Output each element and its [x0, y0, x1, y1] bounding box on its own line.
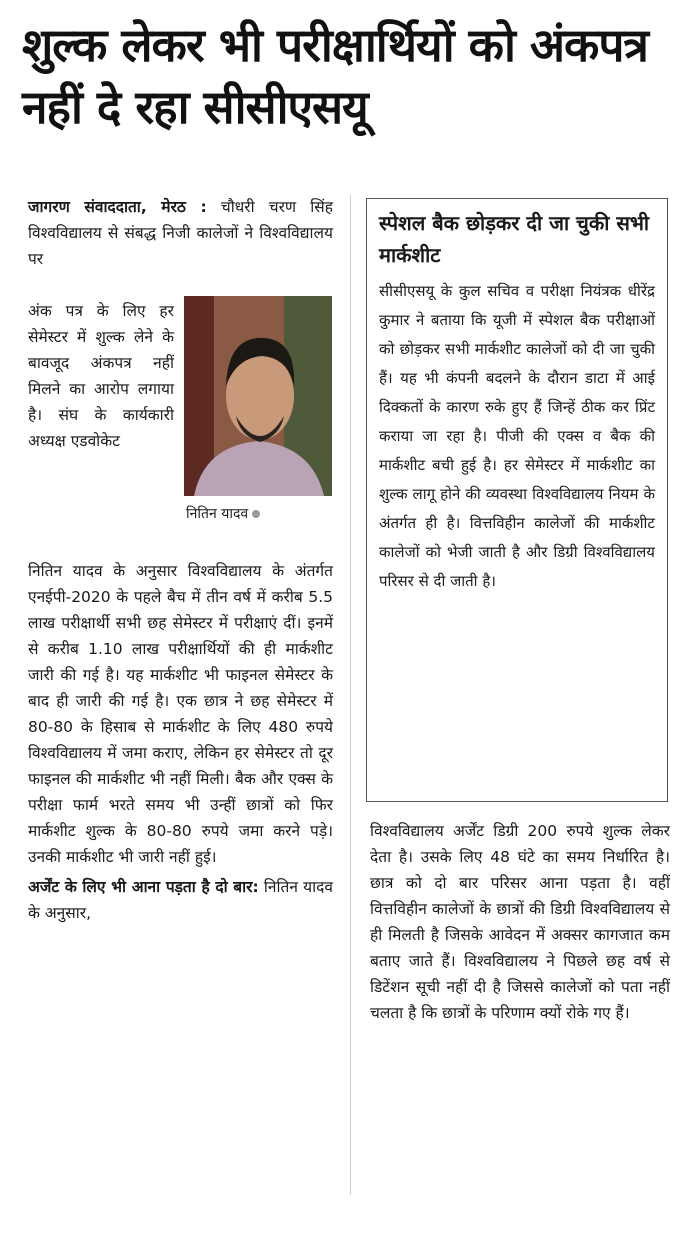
sidebar-body: सीसीएसयू के कुल सचिव व परीक्षा नियंत्रक धीरेंद्र कुमार ने बताया कि यूजी में स्पेशल बैक परीक्षाओं को छोड़कर सभी मार्कशीट कालेजों को दी जा चुकी हैं। यह भी कंपनी बदलने के दौरान डाटा में आई दिक्कतों के कारण रुके हुए हैं जिन्हें ठीक कर प्रिंट कराया जा रहा है। पीजी की एक्स व बैक की मार्कशीट बची हुई है। हर सेमेस्टर में मार्कशीट का शुल्क लागू होने की व्यवस्था विश्वविद्यालय नियम के अंतर्गत ही है। वित्तविहीन कालेजों की मार्कशीट कालेजों को भेजी जाती है और डिग्री विश्वविद्यालय परिसर से दी जाती है।: [379, 282, 655, 590]
column-divider: [350, 195, 351, 1195]
article-text-c: नितिन यादव के अनुसार विश्वविद्यालय के अंतर्गत एनईपी-2020 के पहले बैच में तीन वर्ष में करीब 5.5 लाख परीक्षार्थी सभी छह सेमेस्टर में परीक्षाएं दीं। इनमें से करीब 1.10 लाख परीक्षार्थियों की ही मार्कशीट जारी की गई है। यह मार्कशीट भी फाइनल सेमेस्टर के बाद ही जारी की गई है। एक छात्र ने छह सेमेस्टर में 80-80 के हिसाब से मार्कशीट के लिए 480 रुपये विश्वविद्यालय में जमा कराए, लेकिन हर सेमेस्टर तो दूर फाइनल की मार्कशीट भी नहीं मिली। बैक और एक्स के परीक्षा फार्म भरते समय भी उन्हीं छात्रों को फिर मार्कशीट शुल्क के 80-80 रुपये जमा करने पड़े। उनकी मार्कशीट भी जारी नहीं हुई।: [28, 562, 333, 866]
article-body: [28, 558, 333, 926]
caption-dot: [252, 510, 260, 518]
article-text-d: नितिन यादव के अनुसार,: [28, 878, 333, 922]
article-intro: [28, 194, 333, 272]
article-subsection: [28, 874, 333, 926]
subhead: अर्जेंट के लिए भी आना पड़ता है दो बार:: [28, 878, 259, 896]
portrait-photo: [184, 296, 332, 496]
article-text-a: चौधरी चरण सिंह विश्वविद्यालय से संबद्ध निजी कालेजों ने विश्वविद्यालय पर: [28, 198, 333, 268]
sidebar-box: [366, 198, 668, 802]
article-text-right: विश्वविद्यालय अर्जेंट डिग्री 200 रुपये शुल्क लेकर देता है। उसके लिए 48 घंटे का समय निर्धारित है। छात्र को दो बार परिसर आना पड़ता है। वहीं वित्तविहीन कालेजों के छात्रों की डिग्री विश्वविद्यालय से ही मिलती है जिसके आवेदन में अक्सर कागजात कम बताए जाते हैं। विश्वविद्यालय ने पिछले छह वर्ष से डिटेंशन सूची नहीं दी है जिससे कालेजों को पता नहीं चलता है कि छात्रों के परिणाम क्यों रोके गए हैं।: [370, 822, 670, 1022]
byline: जागरण संवाददाता, मेरठ :: [28, 198, 207, 216]
photo-caption-text: नितिन यादव: [186, 506, 249, 522]
article-text-b: अंक पत्र के लिए हर सेमेस्टर में शुल्क लेने के बावजूद अंकपत्र नहीं मिलने का आरोप लगाया है। संघ के कार्यकारी अध्यक्ष एडवोकेट: [28, 302, 174, 450]
headline: शुल्क लेकर भी परीक्षार्थियों को अंकपत्र नहीं दे रहा सीसीएसयू: [22, 18, 648, 134]
photo-caption: [186, 504, 260, 523]
sidebar-title: स्पेशल बैक छोड़कर दी जा चुकी सभी मार्कशीट: [379, 211, 650, 267]
